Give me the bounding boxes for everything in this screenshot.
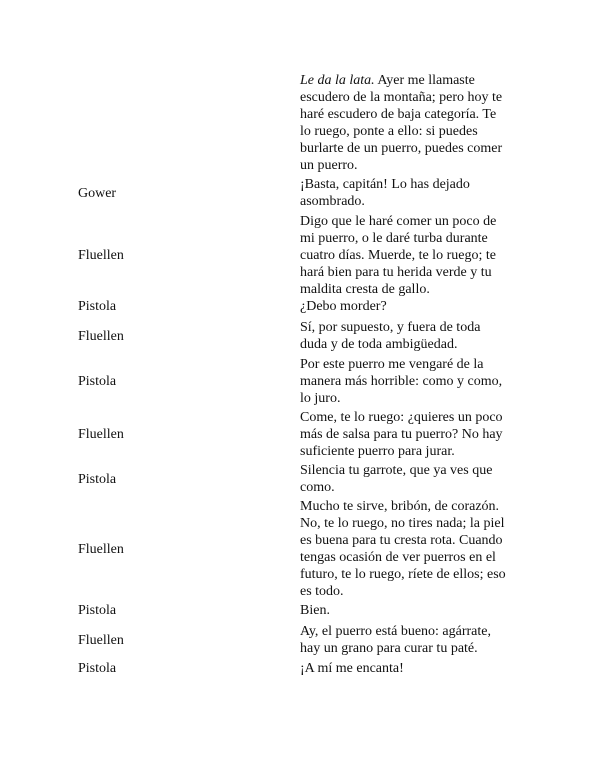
speech-line: asombrado. <box>300 194 365 209</box>
speech-line: Bien. <box>300 603 330 618</box>
speech-line: es todo. <box>300 584 344 599</box>
speech-line: ¿Debo morder? <box>300 299 387 314</box>
speech-line: tengas ocasión de ver puerros en el <box>300 550 496 565</box>
dialogue-entry <box>0 462 600 496</box>
speech-line: es buena para tu cresta rota. Cuando <box>300 533 503 548</box>
dialogue-entry <box>0 409 600 460</box>
speaker-name: Fluellen <box>78 248 124 263</box>
dialogue-entry <box>0 498 600 600</box>
speech-text <box>300 623 530 657</box>
speech-text <box>300 319 530 353</box>
dialogue-entry <box>0 660 600 677</box>
speech-line: Silencia tu garrote, que ya ves que <box>300 463 493 478</box>
speech-line: escudero de la montaña; pero hoy te <box>300 90 503 105</box>
stage-direction: Le da la lata. <box>300 73 375 88</box>
speech-line: un puerro. <box>300 158 358 173</box>
speech-text <box>300 213 530 298</box>
speech-line: como. <box>300 480 335 495</box>
speech-line: ¡Basta, capitán! Lo has dejado <box>300 177 470 192</box>
speech-text <box>300 602 530 619</box>
speech-text <box>300 176 530 210</box>
speech-line: lo juro. <box>300 391 341 406</box>
speech-text <box>300 409 530 460</box>
speech-line: mi puerro, o le daré turba durante <box>300 231 488 246</box>
speech-line: lo ruego, ponte a ello: si puedes <box>300 124 478 139</box>
speaker-name: Fluellen <box>78 427 124 442</box>
speech-text <box>300 462 530 496</box>
speech-line: manera más horrible: como y como, <box>300 374 503 389</box>
speech-line: Sí, por supuesto, y fuera de toda <box>300 320 481 335</box>
speech-line: No, te lo ruego, no tires nada; la piel <box>300 516 505 531</box>
speech-line: haré escudero de baja categoría. Te <box>300 107 497 122</box>
speech-line: Por este puerro me vengaré de la <box>300 357 484 372</box>
speech-text <box>300 298 530 315</box>
dialogue-entry <box>0 298 600 315</box>
speech-line: más de salsa para tu puerro? No hay <box>300 427 503 442</box>
speaker-name: Pistola <box>78 472 117 487</box>
speech-text <box>300 660 530 677</box>
speech-line: maldita cresta de gallo. <box>300 282 430 297</box>
speech-line: hay un grano para curar tu paté. <box>300 641 478 656</box>
speaker-name: Fluellen <box>78 633 124 648</box>
speech-line: suficiente puerro para jurar. <box>300 444 455 459</box>
speech-line: Come, te lo ruego: ¿quieres un poco <box>300 410 503 425</box>
speech-line: Ay, el puerro está bueno: agárrate, <box>300 624 491 639</box>
speech-line: Digo que le haré comer un poco de <box>300 214 497 229</box>
dialogue-entry <box>0 319 600 353</box>
speech-text <box>300 356 530 407</box>
speech-line: burlarte de un puerro, puedes comer <box>300 141 503 156</box>
speech-line: cuatro días. Muerde, te lo ruego; te <box>300 248 496 263</box>
dialogue-entry <box>0 356 600 407</box>
speech-line: hará bien para tu herida verde y tu <box>300 265 492 280</box>
dialogue-entry <box>0 602 600 619</box>
speech-line: futuro, te lo ruego, ríete de ellos; eso <box>300 567 506 582</box>
speaker-name: Pistola <box>78 374 117 389</box>
dialogue-entry <box>0 623 600 657</box>
speech-text <box>300 498 530 600</box>
dialogue-entry <box>0 176 600 210</box>
dialogue-entry <box>0 72 600 174</box>
speech-line: duda y de toda ambigüedad. <box>300 337 458 352</box>
speaker-name: Pistola <box>78 661 117 676</box>
speaker-name: Fluellen <box>78 329 124 344</box>
speech-text <box>300 72 530 174</box>
speaker-name: Pistola <box>78 603 117 618</box>
speech-line: ¡A mí me encanta! <box>300 661 404 676</box>
dialogue-entry <box>0 213 600 298</box>
speech-line: Mucho te sirve, bribón, de corazón. <box>300 499 500 514</box>
speech-line-text: Ayer me llamaste <box>374 73 475 88</box>
speaker-name: Gower <box>78 186 117 201</box>
speaker-name: Pistola <box>78 299 117 314</box>
speaker-name: Fluellen <box>78 542 124 557</box>
speech-line <box>300 72 530 89</box>
